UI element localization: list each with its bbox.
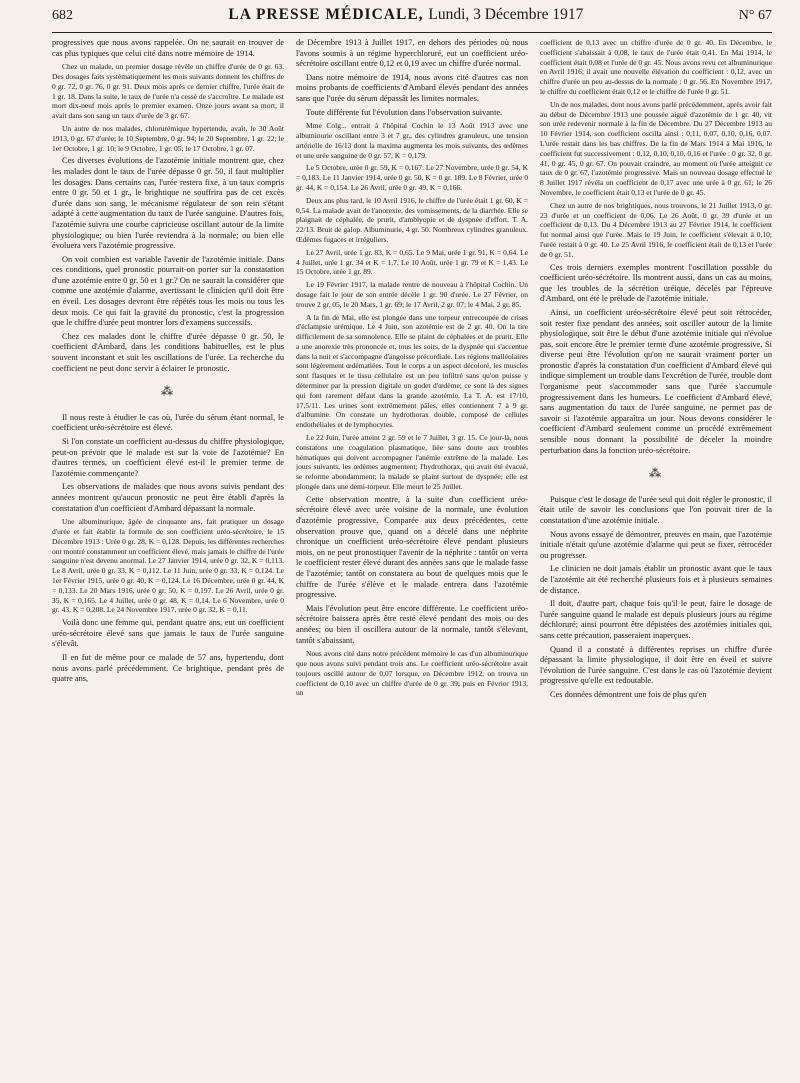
paragraph: Le 5 Octobre, urée 0 gr. 59, K = 0,167. Le 27 Novembre, urée 0 gr. 54, K = 0,183. Le 11 Janvier 1914, urée 0 gr. 50, K = 0 gr. 189. Le 8 Février, urée 0 gr. 44, K = 0,154. Le 26 Avril, urée 0 gr. 49, K = 0,166. — [296, 163, 528, 192]
column-1 — [52, 38, 284, 1083]
paragraph: Les observations de malades que nous avons suivis pendant des années montrent qu'aucun pronostic ne peut être établi d'après la constatation d'un coefficient d'Ambard dépassant la normale. — [52, 482, 284, 513]
paragraph: A la fin de Mai, elle est plongée dans une torpeur entrecoupée de crises d'éclampsie urémique. Le 4 Juin, son azotémie est de 2 gr. 40. On la tire difficilement de sa somnolence. Elle se plaint de céphalées et de prurit. Elle a une anorexie très prononcée et, tous les soirs, de la dyspnée qui s'accentue dans la nuit et s'accompagne d'angoisse précordiale. Les régions malléolaires sont légèrement œdématiées. Tout le corps a un aspect décoloré, les muscles sont flasques et le tissu cellulaire est un peu infiltré sans qu'on puisse y déterminer par la pression digitale un godet d'œdème; ce sont là des signes qui font rarement défaut dans la grande azotémie. La T. A. est 17/10, 17,5/11. Les urines sont extrêmement pâles, elles contiennent 7 à 9 gr. d'albumine. On constate un hydrothorax double, composé de cellules endothéliales et de lymphocytes. — [296, 312, 528, 430]
issue-date: Lundi, 3 Décembre 1917 — [428, 6, 584, 23]
paragraph: Ces trois derniers exemples montrent l'oscillation possible du coefficient uréo-sécrétoire. Ils montrent aussi, dans un cas au moins, que les troubles de la sécrétion uréique, décelés par l'épreuve d'Ambard, ont été le prélude de l'azotémie initiale. — [540, 262, 772, 304]
paragraph: coefficient de 0,13 avec un chiffre d'urée de 0 gr. 40. En Décembre, le coefficient s'abaissait à 0,08, le taux de l'urée était 0,41. En Mai 1914, le coefficient était 0,08 et l'urée de 0 gr. 45. Nous avons revu cet albuminurique en Avril 1916; il avait une nouvelle élévation du coefficient : 0,12, avec un chiffre d'urée un peu au-dessus de la normale : 0 gr. 56. En Novembre 1917, le chiffre du coefficient était 0,12 et le chiffre de l'urée 0 gr. 51. — [540, 38, 772, 96]
paragraph: Ces données démontrent une fois de plus qu'en — [550, 689, 707, 699]
paragraph: Il nous reste à étudier le cas où, l'urée du sérum étant normal, le coefficient uréo-sécrétoire est élevé. — [52, 412, 284, 433]
paragraph: progressives que nous avons rappelée. On ne saurait en trouver de cas plus typiques que celui cité dans notre mémoire de 1914. — [52, 38, 284, 58]
paragraph: Chez ces malades dont le chiffre d'urée dépasse 0 gr. 50, le coefficient d'Ambard, dans les conditions habituelles, est le plus souvent inconstant et suit les oscillations de l'urée. La recherche du coefficient ne peut donc servir à éclairer le pronostic. — [52, 331, 284, 373]
paragraph: On voit combien est variable l'avenir de l'azotémie initiale. Dans ces conditions, quel pronostic pourrait-on porter sur la constatation d'une azotémie entre 0 gr. 50 et 1 gr.? On ne saurait la considérer que comme une azotémie d'alarme, avertissant le clinicien qu'il doit être en éveil. Les dosages devront être répétés tous les mois ou tous les deux mois. Ce qui fait la gravité du pronostic, c'est la progression que le chiffre d'urée peut montrer lors d'examens successifs. — [52, 254, 284, 328]
paragraph: Cette observation montre, à la suite d'un coefficient uréo-sécrétoire élevé avec urée voisine de la normale, une évolution d'azotémie progressive. Comparée aux deux précédentes, cette observation prouve que, quand on a décelé dans une néphrite chronique un coefficient uréo-sécrétoire élevé pendant plusieurs mois, on ne peut pronostiquer l'avenir de la néphrite : tantôt on verra le coefficient rester élevé durant des années sans que le malade fasse de l'azotémie; tantôt on constatera au bout de quelques mois que le chiffre de l'urée s'élève et le malade entrera dans l'azotémie progressive. — [296, 494, 528, 600]
column-3 — [540, 38, 772, 1083]
paragraph: Le clinicien ne doit jamais établir un pronostic avant que le taux de l'azotémie ait été recherché plusieurs fois et à plusieurs semaines de distance. — [540, 564, 772, 595]
section-separator: ⁂ — [161, 384, 175, 399]
page-header — [52, 6, 772, 33]
paragraph: Le 22 Juin, l'urée atteint 2 gr. 59 et le 7 Juillet, 3 gr. 15. Ce jour-là, nous constatons une coagulation plasmatique, liée sans doute aux troubles hématiques qui doivent accompagner l'anémie extrême de la malade. Les jours suivants, les œdèmes augmentent; l'hydrothorax, qui avait été évacué, se reforme abondamment; la malade se plaint surtout de dyspnée; elle est plongée dans une demi-torpeur. Elle meurt le 25 Juillet. — [296, 433, 528, 492]
section-separator: ⁂ — [649, 466, 663, 481]
paragraph: Un de nos malades, dont nous avons parlé précédemment, après avoir fait au début de Décembre 1913 une poussée aiguë d'azotémie de 1 gr. 40, vit son urée redevenir normale à la fin de Décembre. Du 27 Décembre 1913 au 10 Février 1914, son coefficient oscilla ainsi : 0,11, 0,07, 0,10, 0,16, 0,07. L'urée restait dans les bas chiffres. De la fin de Mars 1914 à Mai 1916, le coefficient fut successivement : 0,12, 0,10, 0,10, 0,16 et l'urée : 0 gr. 32, 0 gr. 41, 0 gr. 45, 0 gr. 67. On pouvait craindre, au moment où l'urée atteignit ce taux de 0 gr. 67, l'azotémie progressive. Mais un nouveau dosage effectué le 8 Juillet 1917 révéla un coefficient de 0,17 avec une urée à 0 gr. 61; le 26 Novembre, le coefficient était 0,13 et l'urée de 0 gr. 45. — [540, 99, 772, 197]
paragraph: Toute différente fut l'évolution dans l'observation suivante. — [306, 107, 503, 117]
paragraph: Dans notre mémoire de 1914, nous avons cité d'autres cas non moins probants de coefficients d'Ambard élevés pendant des années sans que l'urée du sérum dépassât les limites normales. — [296, 72, 528, 103]
paragraph: Deux ans plus tard, le 10 Avril 1916, le chiffre de l'urée était 1 gr. 60, K = 0,54. La malade avait de l'anorexie, des vomissements, de la diarrhée. Elle se plaignait de céphalée, de prurit, d'amblyopie et de dyspnée d'effort. T. A. 22/13. Bruit de galop. Albuminurie, 4 gr. 50. Nombreux cylindres granuleux. Œdèmes fugaces et irréguliers. — [296, 195, 528, 244]
paragraph: Voilà donc une femme qui, pendant quatre ans, eut un coefficient uréo-sécrétoire élevé sans que jamais le taux de l'urée sanguine s'élevât. — [52, 618, 284, 649]
paragraph: Ainsi, un coefficient uréo-sécrétoire élevé peut soit rétrocéder, soit rester fixe pendant des années, soit osciller autour de la limite physiologique, soit être le début d'une azotémie initiale qui n'évolue pas, soit encore être le premier terme d'une azotémie progressive. Si diverse peut être l'évolution qu'on ne saurait vraiment porter un pronostic d'après la constatation d'un coefficient d'Ambard élevé qui indique simplement un trouble dans l'excrétion de l'urée, trouble dont l'organisme peut s'accommoder sans que l'urée s'accumule progressivement dans les humeurs. Le coefficient d'Ambard élevé, sans augmentation du taux de l'urée sanguine, ne permet pas de savoir si l'azotémie apparaîtra un jour. Nous devons considérer le coefficient d'Ambard seulement comme un procédé extrêmement sensible nous donnant la possibilité de déceler la moindre perturbation dans la fonction uréo-sécrétoire. — [540, 307, 772, 455]
paragraph: de Décembre 1913 à Juillet 1917, en dehors des périodes où nous l'avons soumis à un régime hyperchloruré, eut un coefficient uréo-sécrétoire oscillant entre 0,12 et 0,19 avec un chiffre d'urée normal. — [296, 38, 528, 69]
journal-title-line — [228, 6, 583, 24]
paragraph: Une albuminurique, âgée de cinquante ans, fait pratiquer un dosage d'urée et fait établir la formule de son coefficient uréo-sécrétoire, le 15 Décembre 1913 : Urée 0 gr. 28, K = 0,128. Depuis, les différentes recherches ont montré constamment un coefficient élevé, mais jamais le chiffre de l'urée sanguine n'est devenu anormal. Le 27 Janvier 1914, urée 0 gr. 32, K = 0,113. Le 8 Avril, urée 0 gr. 33, K = 0,112. Le 11 Juin, urée 0 gr. 33, K = 0,124. Le 1er Février 1915, urée 0 gr. 40, K = 0,124. Le 16 Décembre, urée 0 gr. 44, K = 0,133. Le 20 Mars 1916, urée 0 gr. 50, K = 0,197. Le 26 Avril, urée 0 gr. 35, K = 0,165. Le 4 Juillet, urée 0 gr. 48, K = 0,14. Le 6 Novembre, urée 0 gr. 43, K = 0,208. Le 24 Novembre 1917, urée 0 gr. 32, K = 0,11. — [52, 517, 284, 615]
page-number: 682 — [52, 8, 73, 23]
paragraph: Nous avons essayé de démontrer, preuves en main, que l'azotémie initiale n'était qu'une azotémie d'alarme qui peut se fixer, rétrocéder ou progresser. — [540, 529, 772, 560]
paragraph: Mme Colg... entrait à l'hôpital Cochin le 13 Août 1913 avec une albuminurie oscillant entre 3 et 7 gr., des cylindres granuleux, une tension artérielle de 16/13 dont la maxima augmenta les mois suivants, des œdèmes et une urée sanguine de 0 gr. 57, K = 0,179. — [296, 121, 528, 160]
paragraph: Nous avons cité dans notre précédent mémoire le cas d'un albuminurique que nous avons suivi pendant trois ans. Le coefficient uréo-sécrétoire avait toujours oscillé autour de 0,07 lorsque, en Décembre 1912, on trouva un coefficient de 0,10 avec un chiffre d'urée de 0 gr. 39; puis en Février 1913, un — [296, 649, 528, 698]
paragraph: Le 27 Avril, urée 1 gr. 83, K = 0,65. Le 9 Mai, urée 1 gr. 91, K = 0,64. Le 4 Juillet, urée 1 gr. 34 et K = 1,7. Le 10 Août, urée 1 gr. 79 et K = 1,43. Le 15 Octobre, urée 1 gr. 89. — [296, 247, 528, 277]
paragraph: Un autre de nos malades, chlorurémique hypertendu, avait, le 30 Août 1913, 0 gr. 67 d'urée; le 10 Septembre, 0 gr. 94; le 20 Septembre, 1 gr. 22; le 1er Octobre, 1 gr. 10; le 9 Octobre, 1 gr. 05; le 17 Octobre, 1 gr. 07. — [52, 123, 284, 153]
paragraph: Puisque c'est le dosage de l'urée seul qui doit régler le pronostic, il était utile de savoir les conclusions que l'on pouvait tirer de la constatation d'une azotémie initiale. — [540, 494, 772, 525]
article-columns — [52, 38, 772, 1083]
paragraph: Si l'on constate un coefficient au-dessus du chiffre physiologique, peut-on prévoir que le malade est sur la voie de l'azotémie? En d'autres termes, un coefficient élevé est-il le premier terme de l'azotémie commençante? — [52, 437, 284, 478]
paragraph: Chez un autre de nos brightiques, nous trouvons, le 21 Juillet 1913, 0 gr. 23 d'urée et un coefficient de 0,06. Le 26 Août, 0 gr. 39 d'urée et un coefficient de 0,13. Du 4 Décembre 1913 au 27 Février 1914, le coefficient fut normal ainsi que l'urée. Mais le 19 Juin, le coefficient s'élevait à 0,10; l'urée restait à 0 gr. 40. Le 25 Avril 1916, le coefficient était de 0,13 et l'urée de 0 gr. 51. — [540, 200, 772, 259]
column-2 — [296, 38, 528, 1083]
paragraph: Il en fut de même pour ce malade de 57 ans, hypertendu, dont nous avons parlé précédemment. Ce brightique, pendant près de quatre ans, — [52, 652, 284, 684]
paragraph: Le 19 Février 1917, la malade rentre de nouveau à l'hôpital Cochin. Un dosage fait le jour de son entrée décèle 1 gr. 90 d'urée. Le 27 Février, on trouve 2 gr. 05, le 20 Mars, 1 gr. 69; le 17 Avril, 2 gr. 07; le 4 Mai, 2 gr. 85. — [296, 280, 528, 309]
paragraph: Il doit, d'autre part, chaque fois qu'il le peut, faire le dosage de l'urée sanguine quand le malade est depuis plusieurs jours au régime déchloruré; ainsi pourront être dépistées des azotémies initiales qui, sans cette précaution, passeraient inaperçues. — [540, 599, 772, 640]
paragraph: Chez un malade, un premier dosage révèle un chiffre d'urée de 0 gr. 63. Des dosages faits systématiquement les mois suivants donnent les chiffres de 0 gr. 72, 0 gr. 76, 0 gr. 91. Deux mois après ce dernier chiffre, l'urée était de 1 gr. 18. Dans la suite, le taux de l'urée n'a cessé de s'accroître. Le malade est mort dix-neuf mois après le premier examen. Onze jours avant sa mort, il avait dans son sang un taux d'urée de 3 gr. 67. — [52, 62, 284, 121]
journal-title: LA PRESSE MÉDICALE, — [228, 6, 424, 23]
paragraph: Quand il a constaté à différentes reprises un chiffre d'urée dépassant la limite physiologique, il doit être en éveil et suivre l'évolution de l'urée sanguine. C'est dans le cas où l'azotémie devient progressive qu'elle est redoutable. — [540, 644, 772, 686]
issue-number: N° 67 — [738, 8, 772, 23]
paragraph: Ces diverses évolutions de l'azotémie initiale montrent que, chez les malades dont le taux de l'urée dépasse 0 gr. 50, il faut multiplier les dosages. Dans certains cas, l'urée restera fixe, à un taux compris entre 0 gr. 50 et 1 gr., le brightique ne souffrira pas de cet excès d'urée dans son sang, le mécanisme régulateur de son rein s'étant adapté à cette augmentation du taux de l'urée sanguine. D'autres fois, l'azotémie suivra une courbe capricieuse oscillant autour de la limite physiologique; ou bien l'urée reviendra à la normale; ou bien elle évoluera vers l'azotémie progressive. — [52, 156, 284, 251]
paragraph: Mais l'évolution peut être encore différente. Le coefficient uréo-sécrétoire baissera après être resté élevé pendant des mois ou des années; ou bien il oscillera autour de la normale, tantôt s'élevant, tantôt s'abaissant. — [296, 603, 528, 645]
